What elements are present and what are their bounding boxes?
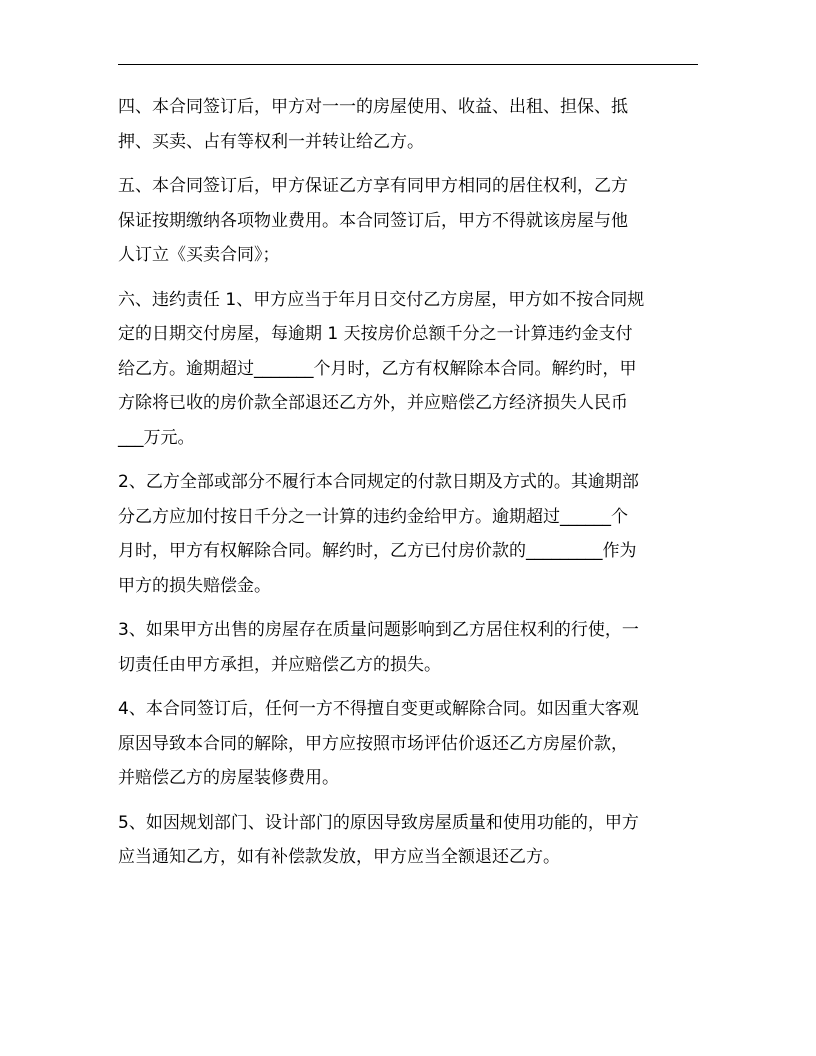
text-line: 人订立《买卖合同》；: [118, 245, 280, 265]
paragraph-clause-2: [118, 465, 700, 603]
text-line: 四、本合同签订后，甲方对一一的房屋使用、收益、出租、担保、抵: [118, 97, 628, 117]
contract-body: [118, 90, 700, 885]
text-line: 保证按期缴纳各项物业费用。本合同签订后，甲方不得就该房屋与他: [118, 210, 628, 231]
paragraph-clause-4: [118, 692, 700, 796]
text-line: 5、如因规划部门、设计部门的原因导致房屋质量和使用功能的，甲方: [118, 812, 639, 833]
text-line: 分乙方应加付按日千分之一计算的违约金给甲方。逾期超过______个: [118, 506, 628, 527]
text-line: 原因导致本合同的解除，甲方应按照市场评估价返还乙方房屋价款，: [118, 733, 628, 754]
text-line: 押、买卖、占有等权利一并转让给乙方。: [118, 131, 424, 152]
text-line: 切责任由甲方承担，并应赔偿乙方的损失。: [118, 654, 441, 675]
text-line: ___万元。: [118, 427, 195, 448]
text-line: 月时，甲方有权解除合同。解约时，乙方已付房价款的_________作为: [118, 541, 637, 561]
text-line: 五、本合同签订后，甲方保证乙方享有同甲方相同的居住权利，乙方: [118, 176, 628, 196]
text-line: 甲方的损失赔偿金。: [118, 575, 271, 596]
text-line: 给乙方。逾期超过_______个月时，乙方有权解除本合同。解约时，甲: [118, 358, 637, 379]
text-line: 4、本合同签订后，任何一方不得擅自变更或解除合同。如因重大客观: [118, 699, 639, 719]
text-line: 并赔偿乙方的房屋装修费用。: [118, 768, 339, 788]
text-line: 定的日期交付房屋，每逾期 1 天按房价总额千分之一计算违约金支付: [118, 324, 633, 344]
text-line: 方除将已收的房价款全部退还乙方外，并应赔偿乙方经济损失人民币: [118, 393, 628, 413]
paragraph-clause-3: [118, 613, 700, 682]
paragraph-4: [118, 90, 700, 159]
paragraph-6-breach: [118, 283, 700, 456]
header-rule: [118, 64, 698, 65]
paragraph-5: [118, 169, 700, 273]
text-line: 2、乙方全部或部分不履行本合同规定的付款日期及方式的。其逾期部: [118, 472, 639, 492]
text-line: 3、如果甲方出售的房屋存在质量问题影响到乙方居住权利的行使，一: [118, 620, 639, 640]
text-line: 应当通知乙方，如有补偿款发放，甲方应当全额退还乙方。: [118, 847, 560, 867]
text-line: 六、违约责任 1、甲方应当于年月日交付乙方房屋，甲方如不按合同规: [118, 289, 645, 310]
paragraph-clause-5: [118, 806, 700, 875]
